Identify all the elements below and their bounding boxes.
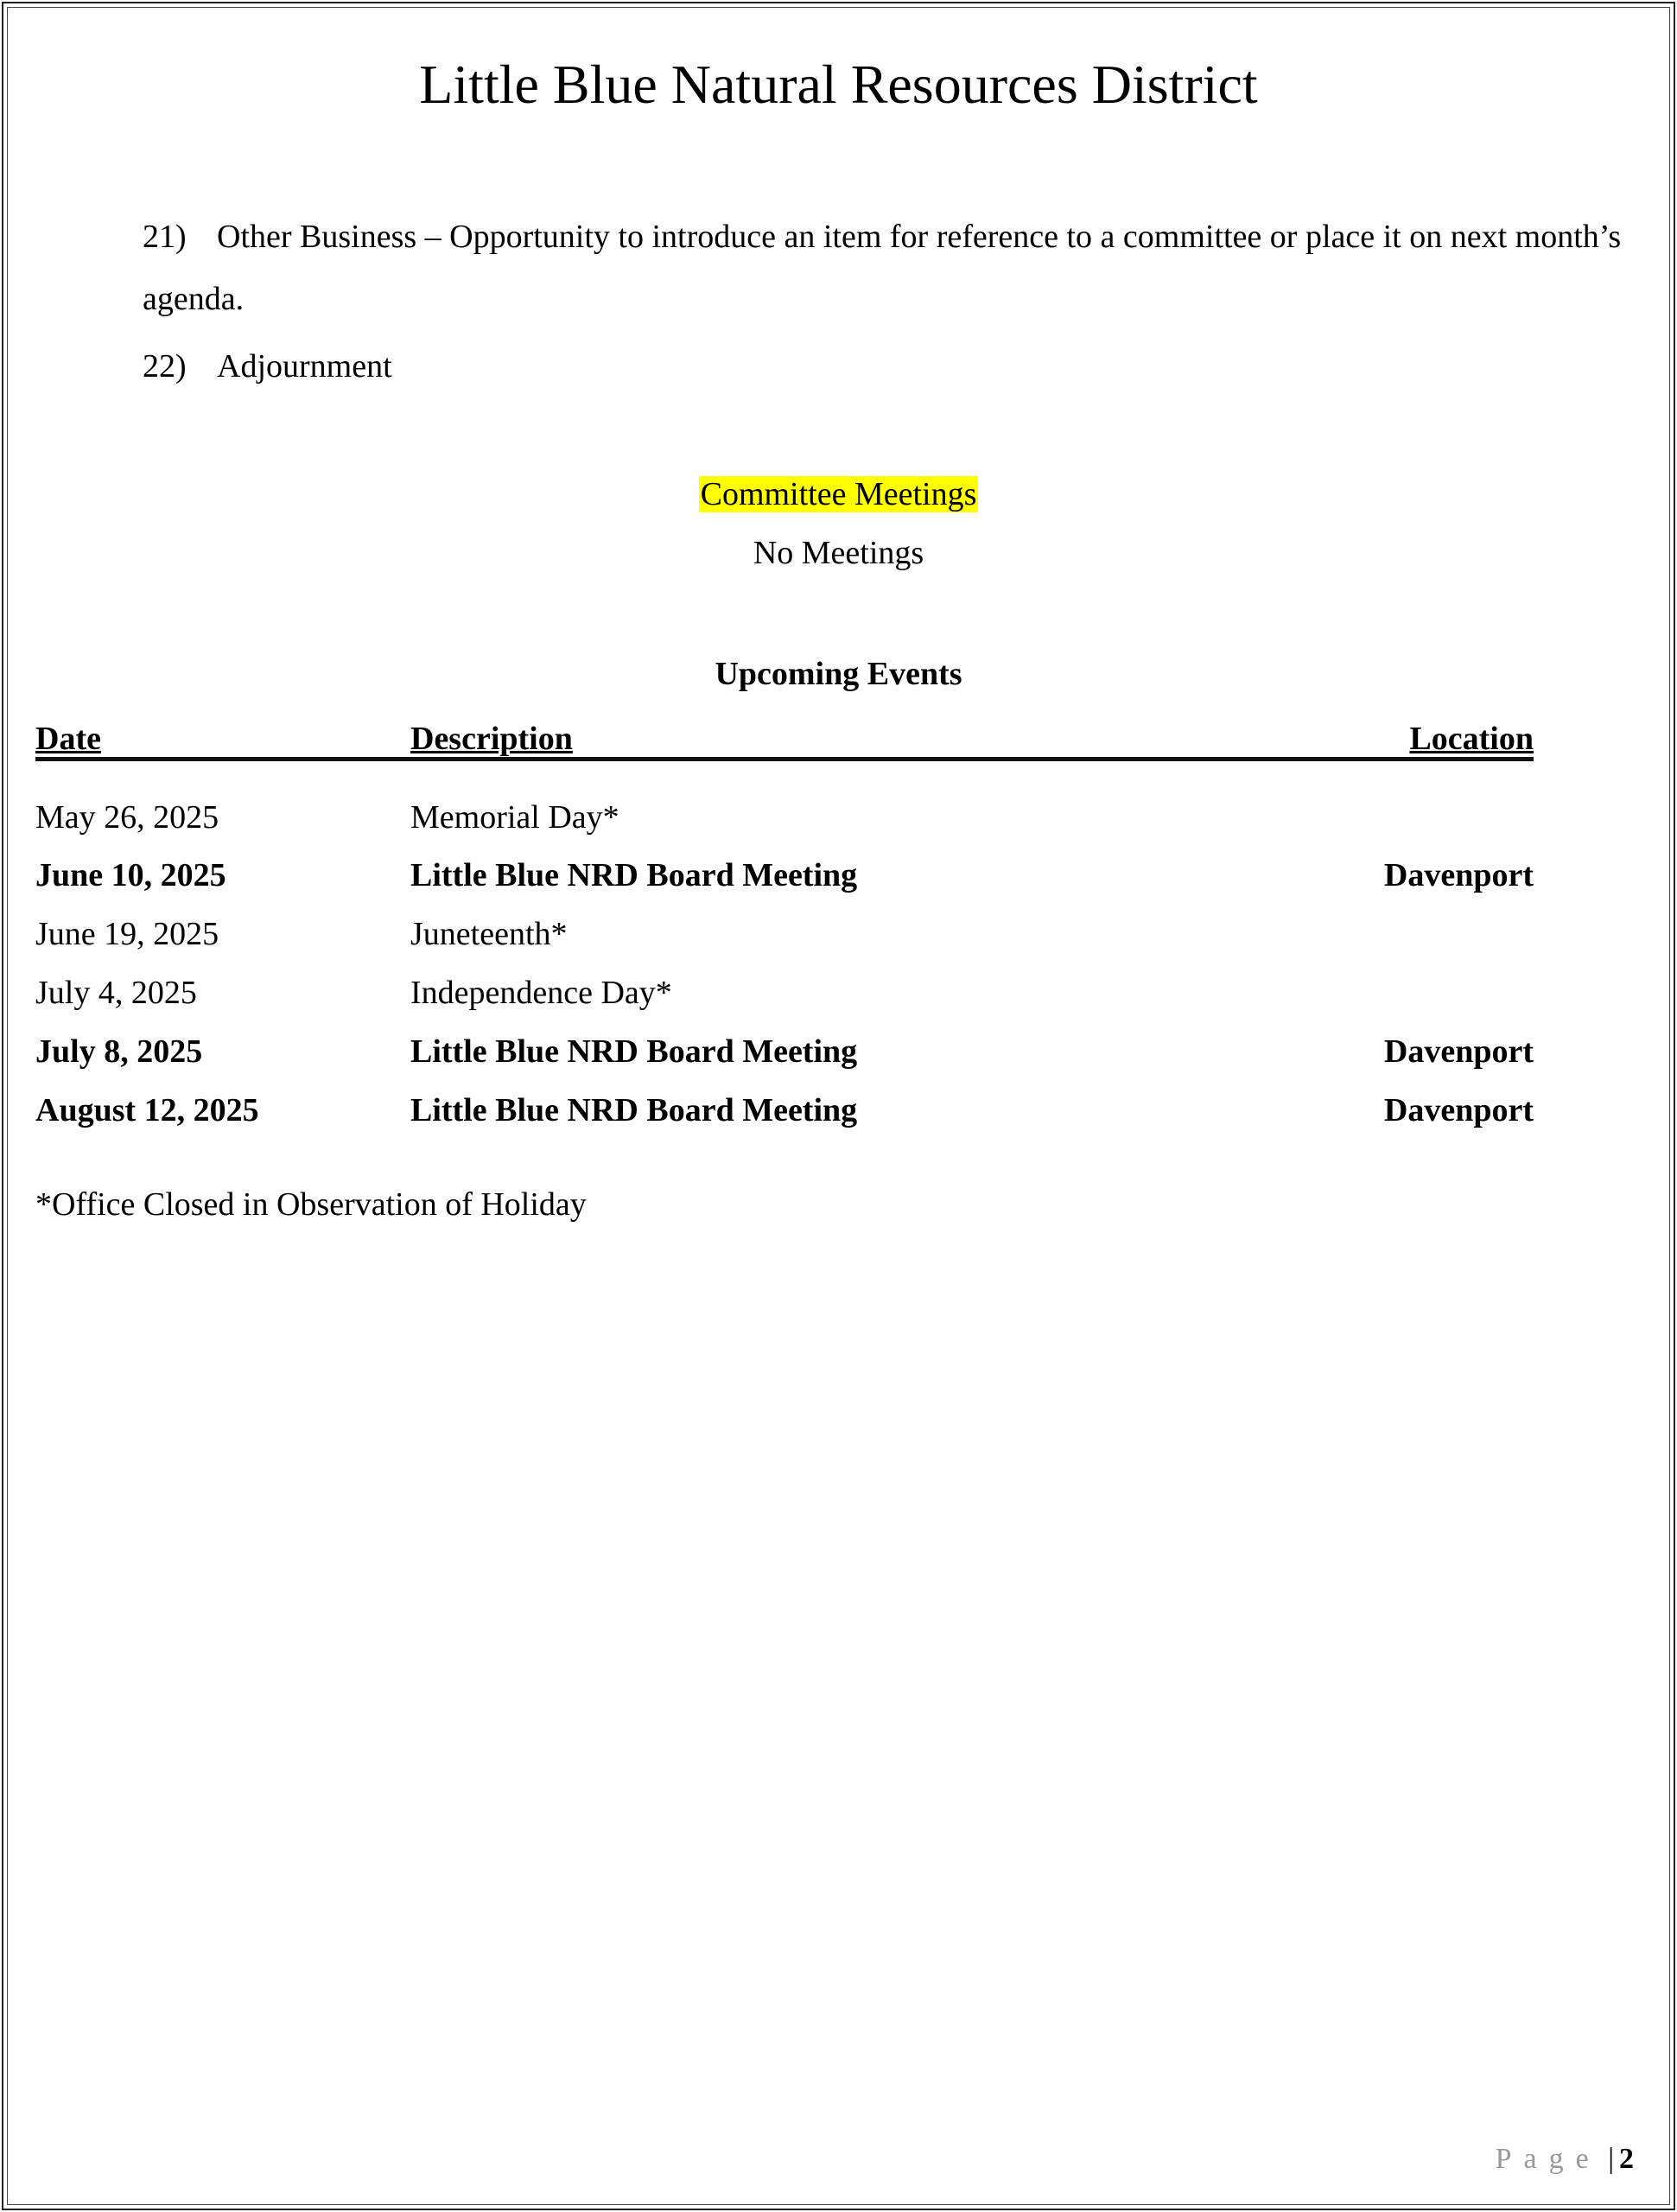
committee-meetings-section — [0, 475, 1677, 513]
table-row — [35, 1022, 1534, 1081]
upcoming-events-table — [35, 710, 1534, 1140]
committee-meetings-heading: Committee Meetings — [700, 476, 977, 512]
agenda-item-number: 21) — [143, 219, 187, 255]
event-date: July 8, 2025 — [35, 1033, 203, 1070]
page-separator: | — [1608, 2143, 1614, 2175]
agenda-item-text: Other Business – Opportunity to introduce an item for reference to a committee or place it on next month’s agenda. — [143, 219, 1622, 317]
event-description: Little Blue NRD Board Meeting — [410, 1092, 858, 1128]
event-location: Davenport — [1383, 1092, 1534, 1128]
event-date: June 10, 2025 — [35, 857, 226, 893]
agenda-item-22 — [143, 335, 1625, 397]
table-row — [35, 963, 1534, 1022]
event-location — [1252, 760, 1534, 847]
event-description: Little Blue NRD Board Meeting — [410, 857, 858, 893]
event-location — [1252, 905, 1534, 963]
column-header-location: Location — [1252, 710, 1534, 760]
event-date: June 19, 2025 — [35, 916, 219, 952]
event-date: May 26, 2025 — [35, 799, 219, 836]
event-description: Independence Day* — [410, 975, 672, 1011]
table-header-row — [35, 710, 1534, 760]
page-label: Page — [1495, 2143, 1601, 2175]
agenda-item-number: 22) — [143, 348, 187, 385]
column-header-date: Date — [35, 710, 410, 760]
table-row — [35, 1081, 1534, 1140]
page-footer — [1496, 2143, 1634, 2176]
upcoming-events-heading: Upcoming Events — [715, 656, 962, 692]
agenda-item-21 — [143, 206, 1625, 330]
page-number: 2 — [1619, 2143, 1634, 2175]
event-location — [1252, 963, 1534, 1022]
event-description: Juneteenth* — [410, 916, 568, 952]
event-date: July 4, 2025 — [35, 975, 197, 1011]
column-header-description: Description — [410, 710, 1252, 760]
committee-meetings-status: No Meetings — [753, 535, 924, 571]
event-description: Memorial Day* — [410, 799, 619, 836]
table-row — [35, 905, 1534, 963]
agenda-item-text: Adjournment — [217, 348, 392, 385]
table-row — [35, 846, 1534, 905]
document-title: Little Blue Natural Resources District — [419, 54, 1258, 115]
event-location: Davenport — [1383, 1033, 1534, 1070]
event-description: Little Blue NRD Board Meeting — [410, 1033, 858, 1070]
table-row — [35, 760, 1534, 847]
holiday-footnote: *Office Closed in Observation of Holiday — [35, 1186, 587, 1223]
event-date: August 12, 2025 — [35, 1092, 259, 1128]
event-location: Davenport — [1383, 857, 1534, 893]
